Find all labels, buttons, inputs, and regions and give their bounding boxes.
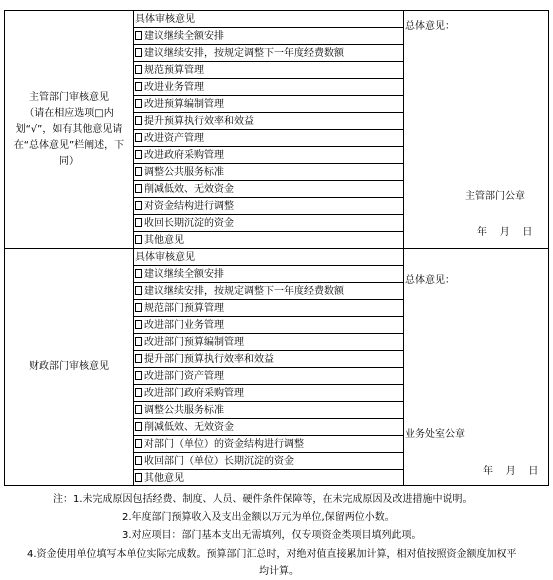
option-checkbox[interactable]: 其他意见 [133, 232, 403, 249]
options-title: 具体审核意见 [133, 11, 403, 28]
department-options [133, 11, 403, 248]
option-checkbox[interactable]: 削减低效、无效资金 [133, 419, 403, 436]
office-seal: 业务处室公章 [405, 429, 465, 440]
option-checkbox[interactable]: 对部门（单位）的资金结构进行调整 [133, 436, 403, 453]
option-checkbox[interactable]: 改进部门政府采购管理 [133, 385, 403, 402]
option-checkbox[interactable]: 建议继续全额安排 [133, 266, 403, 283]
option-checkbox[interactable]: 改进预算编制管理 [133, 96, 403, 113]
option-checkbox[interactable]: 改进政府采购管理 [133, 147, 403, 164]
option-checkbox[interactable]: 改进部门业务管理 [133, 317, 403, 334]
finance-review-section [5, 249, 548, 485]
option-checkbox[interactable]: 提升部门预算执行效率和效益 [133, 351, 403, 368]
department-review-label: 主管部门审核意见 （请在相应选项□内划“√”，如有其他意见请在“总体意见”栏阐述，下同） [13, 91, 125, 167]
department-seal: 主管部门公章 [465, 191, 525, 202]
option-checkbox[interactable]: 削减低效、无效资金 [133, 181, 403, 198]
seal-date: 年 月 日 [477, 227, 533, 238]
option-checkbox[interactable]: 其他意见 [133, 470, 403, 487]
audit-opinion-table [4, 10, 549, 486]
option-checkbox[interactable]: 调整公共服务标准 [133, 402, 403, 419]
option-checkbox[interactable]: 建议继续安排，按规定调整下一年度经费数额 [133, 283, 403, 300]
option-checkbox[interactable]: 改进部门资产管理 [133, 368, 403, 385]
column-divider [133, 11, 134, 485]
option-checkbox[interactable]: 对资金结构进行调整 [133, 198, 403, 215]
options-title: 具体审核意见 [133, 249, 403, 266]
note-3: 3.对应项目：部门基本支出无需填列，仅专项资金类项目填列此项。 [122, 530, 422, 541]
seal-date: 年 月 日 [483, 466, 539, 477]
finance-overall-opinion[interactable] [403, 249, 548, 485]
note-2: 2.年度部门预算收入及支出金额以万元为单位,保留两位小数。 [122, 512, 395, 523]
option-checkbox[interactable]: 规范预算管理 [133, 62, 403, 79]
option-checkbox[interactable]: 改进业务管理 [133, 79, 403, 96]
note-5: 均计算。 [259, 566, 299, 577]
option-checkbox[interactable]: 改进资产管理 [133, 130, 403, 147]
option-checkbox[interactable]: 规范部门预算管理 [133, 300, 403, 317]
finance-review-label: 财政部门审核意见 [29, 361, 109, 372]
overall-opinion-label: 总体意见： [405, 275, 455, 286]
option-checkbox[interactable]: 建议继续安排，按规定调整下一年度经费数额 [133, 45, 403, 62]
note-4: 4.资金使用单位填写本单位实际完成数。预算部门汇总时，对绝对值直接累加计算，相对值按照资金额度加权平 [27, 549, 517, 560]
option-checkbox[interactable]: 建议继续全额安排 [133, 28, 403, 45]
option-checkbox[interactable]: 收回部门（单位）长期沉淀的资金 [133, 453, 403, 470]
option-checkbox[interactable]: 提升预算执行效率和效益 [133, 113, 403, 130]
option-checkbox[interactable]: 收回长期沉淀的资金 [133, 215, 403, 232]
overall-opinion-label: 总体意见： [405, 21, 455, 32]
option-checkbox[interactable]: 调整公共服务标准 [133, 164, 403, 181]
option-checkbox[interactable]: 改进部门预算编制管理 [133, 334, 403, 351]
department-overall-opinion[interactable] [403, 11, 548, 248]
note-1: 注：1.未完成原因包括经费、制度、人员、硬件条件保障等，在未完成原因及改进措施中说明。 [53, 494, 473, 505]
finance-options [133, 249, 403, 485]
column-divider [403, 11, 404, 485]
department-review-section [5, 11, 548, 248]
